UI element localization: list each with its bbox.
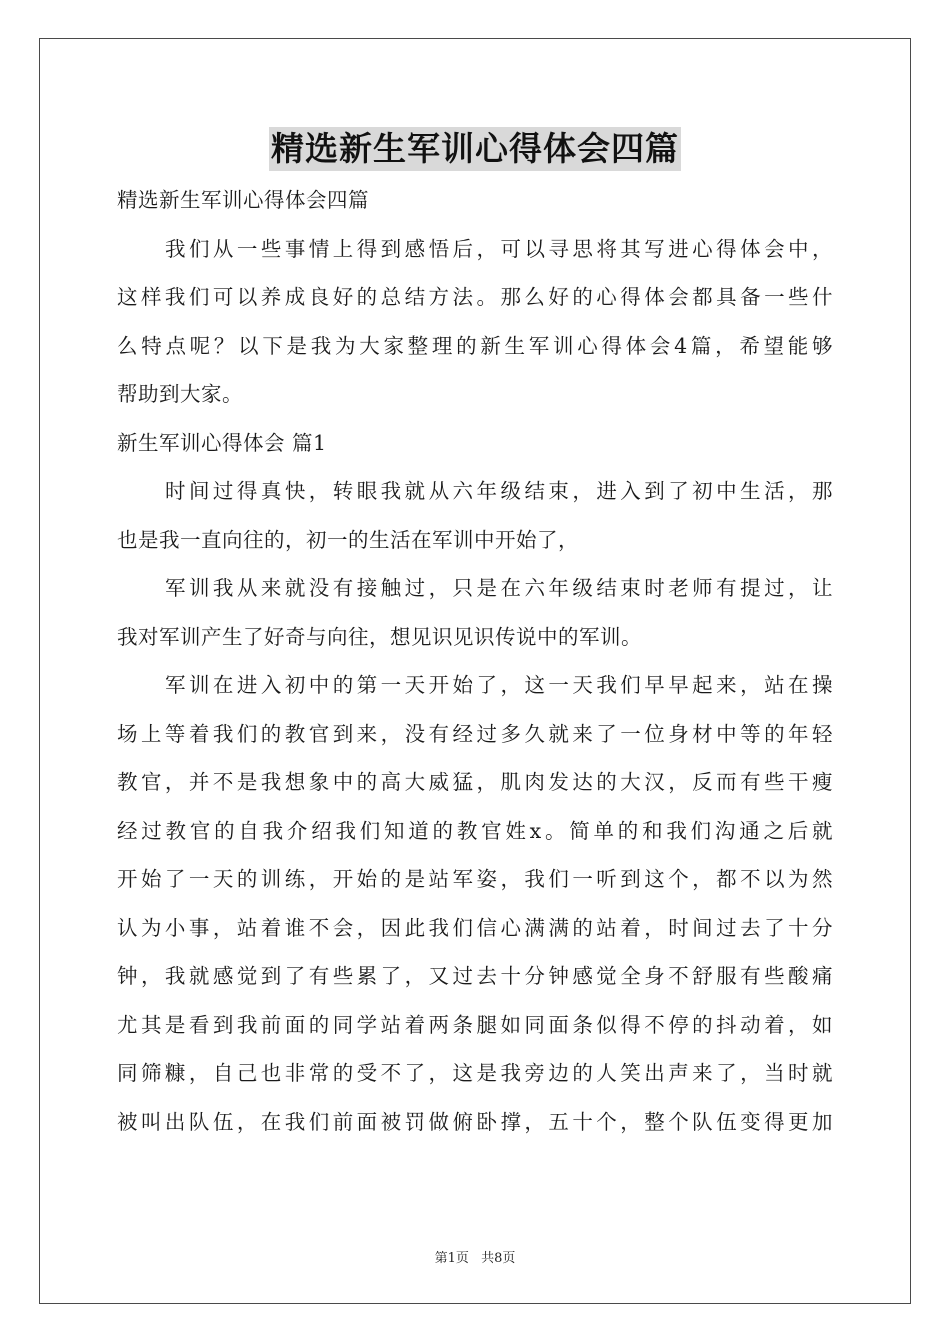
text-line: 我们从一些事情上得到感悟后，可以寻思将其写进心得体会中， xyxy=(165,236,833,261)
text-line: 场上等着我们的教官到来，没有经过多久就来了一位身材中等的年轻 xyxy=(117,721,833,746)
text-line: 认为小事，站着谁不会，因此我们信心满满的站着，时间过去了十分 xyxy=(117,915,833,940)
text-line: 这样我们可以养成良好的总结方法。那么好的心得体会都具备一些什 xyxy=(117,285,833,309)
text-line: 军训我从来就没有接触过，只是在六年级结束时老师有提过，让 xyxy=(165,576,833,600)
title-container xyxy=(0,127,950,171)
text-line: 军训在进入初中的第一天开始了，这一天我们早早起来，站在操 xyxy=(165,673,833,697)
text-line: 教官，并不是我想象中的高大威猛，肌肉发达的大汉，反而有些干瘦 xyxy=(117,770,833,794)
text-line: 我对军训产生了好奇与向往，想见识见识传说中的军训。 xyxy=(117,624,642,649)
text-line: 帮助到大家。 xyxy=(117,382,243,406)
text-line: 也是我一直向往的，初一的生活在军训中开始了， xyxy=(117,527,579,552)
section-heading: 新生军训心得体会 篇1 xyxy=(117,430,327,455)
document-title: 精选新生军训心得体会四篇 xyxy=(269,127,681,171)
text-line: 同筛糠，自己也非常的受不了，这是我旁边的人笑出声来了，当时就 xyxy=(117,1061,833,1085)
page-total: 共8页 xyxy=(481,1251,516,1266)
text-line: 开始了一天的训练，开始的是站军姿，我们一听到这个，都不以为然 xyxy=(117,867,833,891)
text-line: 尤其是看到我前面的同学站着两条腿如同面条似得不停的抖动着，如 xyxy=(117,1012,833,1037)
text-line: 么特点呢？以下是我为大家整理的新生军训心得体会4篇，希望能够 xyxy=(117,333,833,358)
text-line: 被叫出队伍，在我们前面被罚做俯卧撑，五十个，整个队伍变得更加 xyxy=(117,1109,833,1134)
document-body xyxy=(117,176,833,1146)
text-line: 钟，我就感觉到了有些累了，又过去十分钟感觉全身不舒服有些酸痛 xyxy=(117,964,833,988)
text-line: 时间过得真快，转眼我就从六年级结束，进入到了初中生活，那 xyxy=(165,479,833,503)
section-heading: 精选新生军训心得体会四篇 xyxy=(117,188,369,212)
page-number: 第1页 xyxy=(434,1251,469,1266)
text-line: 经过教官的自我介绍我们知道的教官姓x。简单的和我们沟通之后就 xyxy=(117,818,833,843)
page-footer xyxy=(0,1247,950,1266)
